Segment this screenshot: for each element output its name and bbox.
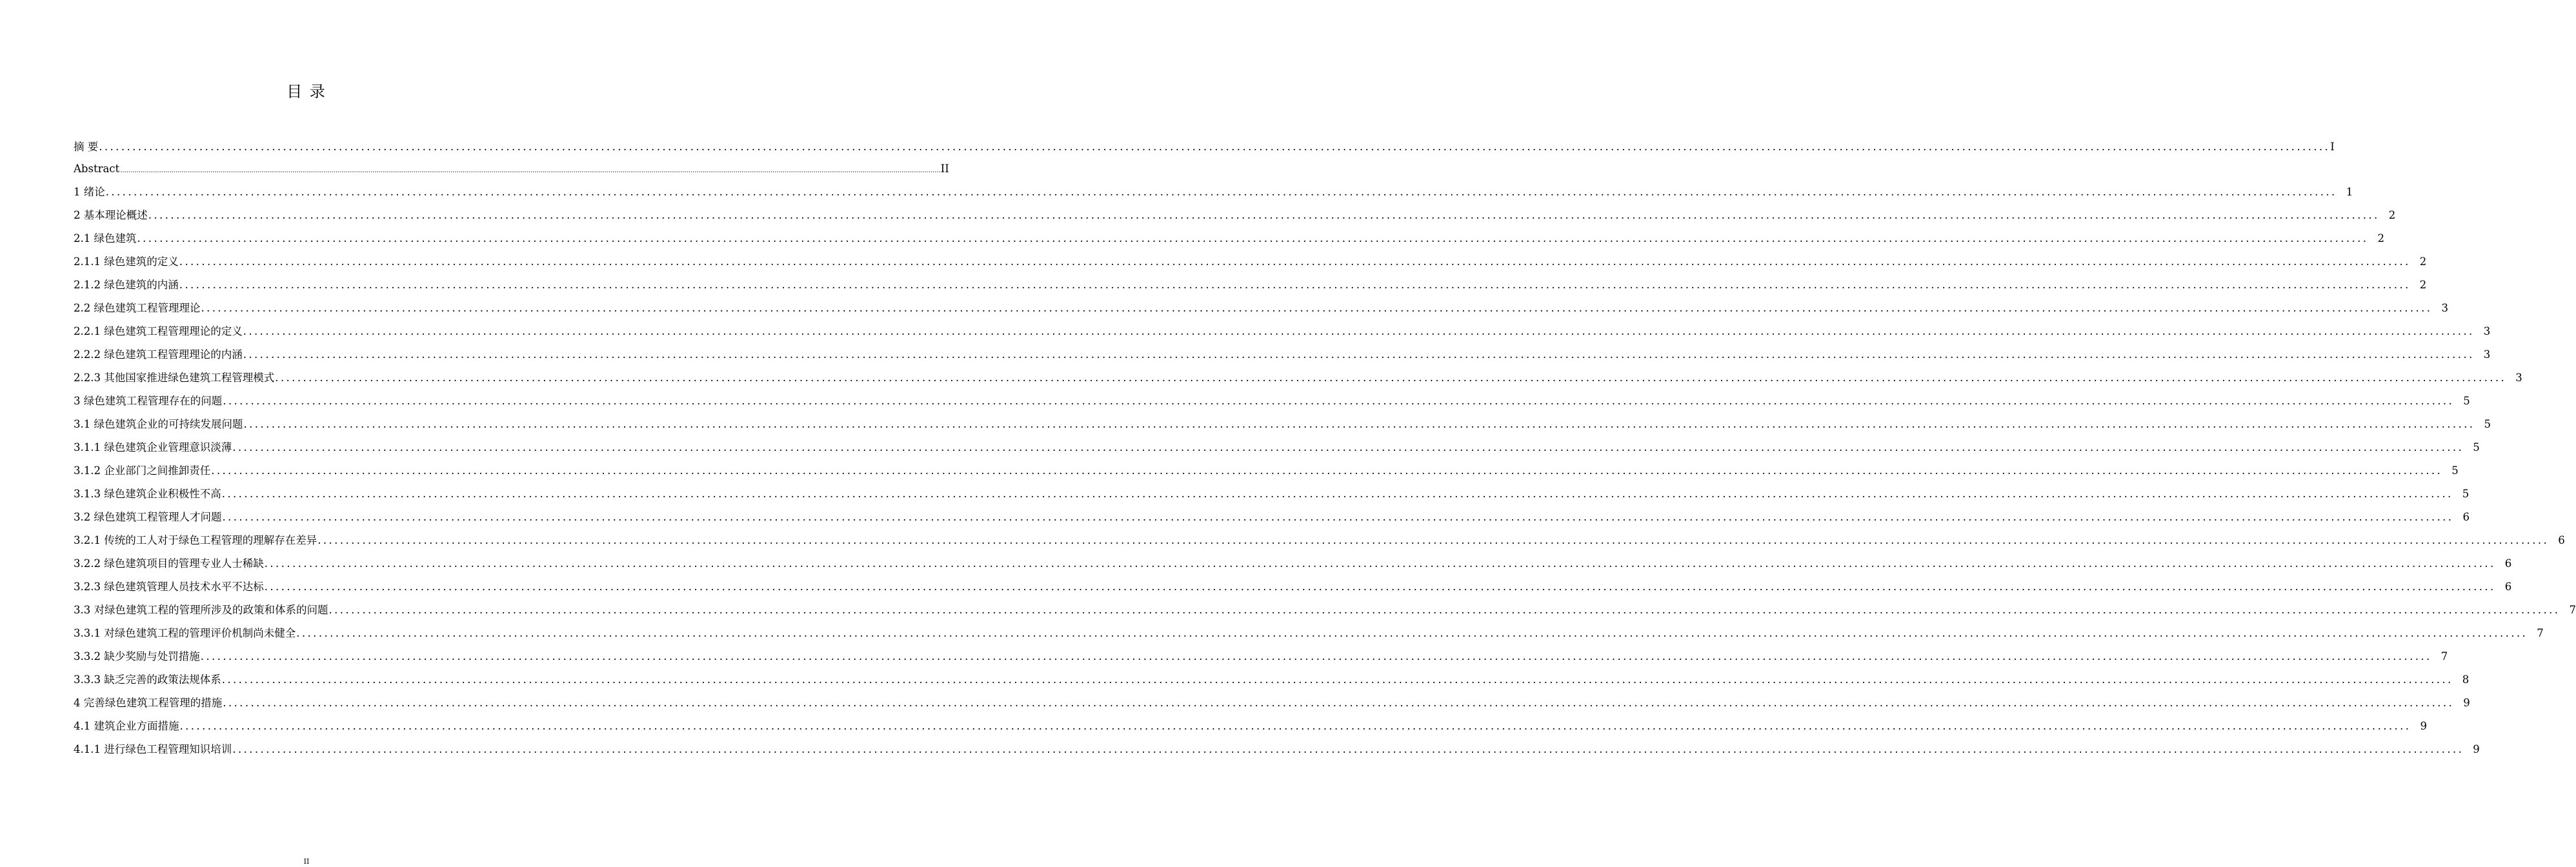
- toc-entry-label: 3.3.1 对绿色建筑工程的管理评价机制尚未健全: [74, 627, 296, 639]
- toc-entry-page: 9: [2420, 720, 2427, 732]
- toc-entry[interactable]: [74, 459, 2459, 483]
- toc-dot-leader: ................................................................................................................................................................................................................................................................................................................................................................................................................: [99, 141, 2331, 153]
- toc-entry-label: 4.1.1 进行绿色工程管理知识培训: [74, 743, 232, 755]
- toc-dot-leader: ................................................................................................................................................................................................................................................................................................................................................................................................................: [221, 488, 2453, 500]
- toc-entry-page: 5: [2484, 418, 2491, 430]
- toc-entry-label: 2.2.2 绿色建筑工程管理理论的内涵: [74, 348, 243, 361]
- toc-entry-abstract-cn[interactable]: [74, 135, 2335, 157]
- toc-dot-leader: ................................................................................................................................................................................................................................................................................................................................................................................................................: [200, 650, 2432, 663]
- toc-dot-leader: ................................................................................................................................................................................................................................................................................................................................................................................................................: [201, 302, 2433, 314]
- toc-entry-page: 3: [2483, 325, 2491, 337]
- toc-dot-leader: ................................................................................................................................................................................................................................................................................................................................................................................................................: [243, 348, 2475, 361]
- toc-entry-label: 2.1 绿色建筑: [74, 232, 137, 244]
- toc-dot-leader: ................................................................................................................................................................................................................................................................................................................................................................................................................: [317, 534, 2550, 546]
- toc-entry[interactable]: [74, 483, 2470, 506]
- toc-entry-page: 5: [2463, 395, 2470, 407]
- toc-entry-page: 3: [2483, 348, 2491, 361]
- toc-dot-leader: ................................................................................................................................................................................................................................................................................................................................................................................................................: [137, 232, 2369, 244]
- toc-entry-page: 5: [2473, 441, 2480, 453]
- toc-dot-leader: ................................................................................................................................................................................................................................................................................................................................................................................................................: [264, 557, 2496, 570]
- toc-entry[interactable]: [74, 645, 2448, 668]
- toc-dot-leader: ................................................................................................................................................................................................................................................................................................................................................................................................................: [232, 743, 2464, 755]
- toc-entry-page: 5: [2451, 464, 2459, 477]
- toc-dot-leader: ................................................................................................................................................................................................................................................................................................................................................................................................................: [179, 255, 2411, 268]
- toc-entry-page: I: [2330, 141, 2335, 153]
- toc-entry-label: 1 绪论: [74, 186, 105, 198]
- toc-dot-leader: ................................................................................................................................................................................................................................................................................................................................................................................................................: [221, 673, 2453, 686]
- toc-entry-label: 3.2 绿色建筑工程管理人才问题: [74, 511, 222, 523]
- toc-entry-page: 2: [2377, 232, 2384, 244]
- toc-dot-leader: ................................................................................................................................................................................................................................................................................................................................................................................................................: [296, 627, 2528, 639]
- toc-entry-page: 9: [2463, 697, 2470, 709]
- toc-entry-label: 2.2.3 其他国家推进绿色建筑工程管理模式: [74, 372, 275, 384]
- toc-entry[interactable]: [74, 436, 2480, 459]
- page-title: 目 录: [287, 83, 327, 101]
- toc-entry-label: 2.1.2 绿色建筑的内涵: [74, 279, 179, 291]
- toc-entry-label: 3.2.3 绿色建筑管理人员技术水平不达标: [74, 581, 264, 593]
- toc-entry-page: 6: [2558, 534, 2565, 546]
- toc-entry-label: 3 绿色建筑工程管理存在的问题: [74, 395, 223, 407]
- toc-entry-label: 3.2.2 绿色建筑项目的管理专业人士稀缺: [74, 557, 264, 570]
- toc-dot-leader: ................................................................................................................................................................................................................................................................................................................................................................................................................: [179, 720, 2411, 732]
- toc-entry-label: 2 基本理论概述: [74, 209, 148, 221]
- toc-entry-label: 4 完善绿色建筑工程管理的措施: [74, 697, 223, 709]
- toc-dot-leader: ................................................................................................................................................................................................................................................................................................................................................................................................................: [223, 697, 2455, 709]
- toc-entry-page: 6: [2504, 557, 2512, 570]
- toc-entry-label: 3.3.2 缺少奖励与处罚措施: [74, 650, 200, 663]
- toc-entry-page: 6: [2504, 581, 2512, 593]
- toc-entry[interactable]: [74, 599, 2576, 622]
- toc-dot-leader: ................................................................................................................................................................................................................................................................................................................................................................................................................: [264, 581, 2496, 593]
- toc-dot-leader: ................................................................................................................................................................................................................................................................................................................................................................................................................: [105, 186, 2337, 198]
- toc-entry-page: 7: [2569, 604, 2576, 616]
- toc-entry[interactable]: [74, 250, 2427, 274]
- toc-entry-abstract-en[interactable]: [74, 157, 949, 181]
- toc-entry-page: 8: [2462, 673, 2470, 686]
- toc-entry-page: 7: [2440, 650, 2448, 663]
- toc-dot-leader: ................................................................................................................................................................................................................................................................................................................................................................................................................: [120, 167, 941, 174]
- toc-entry[interactable]: [74, 366, 2522, 390]
- toc-entry-page: II: [940, 163, 949, 175]
- toc-entry-page: 3: [2515, 372, 2522, 384]
- toc-entry-page: 7: [2537, 627, 2544, 639]
- toc-entry[interactable]: [74, 622, 2544, 645]
- toc-entry[interactable]: [74, 529, 2565, 552]
- toc-dot-leader: ................................................................................................................................................................................................................................................................................................................................................................................................................: [148, 209, 2380, 221]
- toc-entry[interactable]: [74, 715, 2427, 738]
- toc-entry-label: Abstract: [74, 163, 120, 175]
- toc-dot-leader: ................................................................................................................................................................................................................................................................................................................................................................................................................: [222, 511, 2454, 523]
- toc-entry-page: 2: [2419, 279, 2427, 291]
- toc-entry[interactable]: [74, 204, 2396, 227]
- toc-entry-label: 2.2.1 绿色建筑工程管理理论的定义: [74, 325, 243, 337]
- toc-entry[interactable]: [74, 692, 2470, 715]
- toc-entry-label: 2.2 绿色建筑工程管理理论: [74, 302, 201, 314]
- toc-entry-page: 2: [2388, 209, 2396, 221]
- toc-entry-page: 3: [2441, 302, 2448, 314]
- toc-entry-label: 3.1.3 绿色建筑企业积极性不高: [74, 488, 221, 500]
- toc-entry[interactable]: [74, 320, 2491, 343]
- toc-dot-leader: ................................................................................................................................................................................................................................................................................................................................................................................................................: [211, 464, 2443, 477]
- toc-entry-label: 3.3.3 缺乏完善的政策法规体系: [74, 673, 221, 686]
- toc-entry-page: 9: [2473, 743, 2480, 755]
- toc-dot-leader: ................................................................................................................................................................................................................................................................................................................................................................................................................: [243, 325, 2475, 337]
- toc-entry[interactable]: [74, 343, 2491, 366]
- toc-entry-label: 3.3 对绿色建筑工程的管理所涉及的政策和体系的问题: [74, 604, 328, 616]
- toc-entry[interactable]: [74, 506, 2470, 529]
- toc-entry[interactable]: [74, 738, 2480, 761]
- toc-dot-leader: ................................................................................................................................................................................................................................................................................................................................................................................................................: [223, 395, 2455, 407]
- toc-entry[interactable]: [74, 227, 2384, 250]
- toc-entry-page: 6: [2462, 511, 2470, 523]
- toc-entry[interactable]: [74, 181, 2353, 204]
- toc-entry[interactable]: [74, 575, 2512, 599]
- table-of-contents: [74, 135, 2576, 761]
- toc-entry-page: 2: [2419, 255, 2427, 268]
- toc-entry-label: 3.2.1 传统的工人对于绿色工程管理的理解存在差异: [74, 534, 317, 546]
- toc-entry[interactable]: [74, 274, 2427, 297]
- toc-dot-leader: ................................................................................................................................................................................................................................................................................................................................................................................................................: [328, 604, 2561, 616]
- toc-entry-page: 5: [2462, 488, 2470, 500]
- toc-dot-leader: ................................................................................................................................................................................................................................................................................................................................................................................................................: [232, 441, 2464, 453]
- toc-entry[interactable]: [74, 552, 2512, 575]
- toc-entry-label: 2.1.1 绿色建筑的定义: [74, 255, 179, 268]
- toc-dot-leader: ................................................................................................................................................................................................................................................................................................................................................................................................................: [275, 372, 2507, 384]
- toc-entry[interactable]: [74, 297, 2448, 320]
- toc-entry-label: 摘 要: [74, 141, 99, 153]
- toc-entry-label: 4.1 建筑企业方面措施: [74, 720, 179, 732]
- toc-dot-leader: ................................................................................................................................................................................................................................................................................................................................................................................................................: [243, 418, 2475, 430]
- toc-entry[interactable]: [74, 390, 2470, 413]
- toc-entry-label: 3.1.1 绿色建筑企业管理意识淡薄: [74, 441, 232, 453]
- footer-page-number: II: [303, 857, 310, 866]
- toc-entry[interactable]: [74, 413, 2491, 436]
- toc-entry-label: 3.1.2 企业部门之间推卸责任: [74, 464, 211, 477]
- toc-entry[interactable]: [74, 668, 2470, 692]
- toc-dot-leader: ................................................................................................................................................................................................................................................................................................................................................................................................................: [179, 279, 2411, 291]
- toc-entry-page: 1: [2346, 186, 2353, 198]
- toc-entry-label: 3.1 绿色建筑企业的可持续发展问题: [74, 418, 243, 430]
